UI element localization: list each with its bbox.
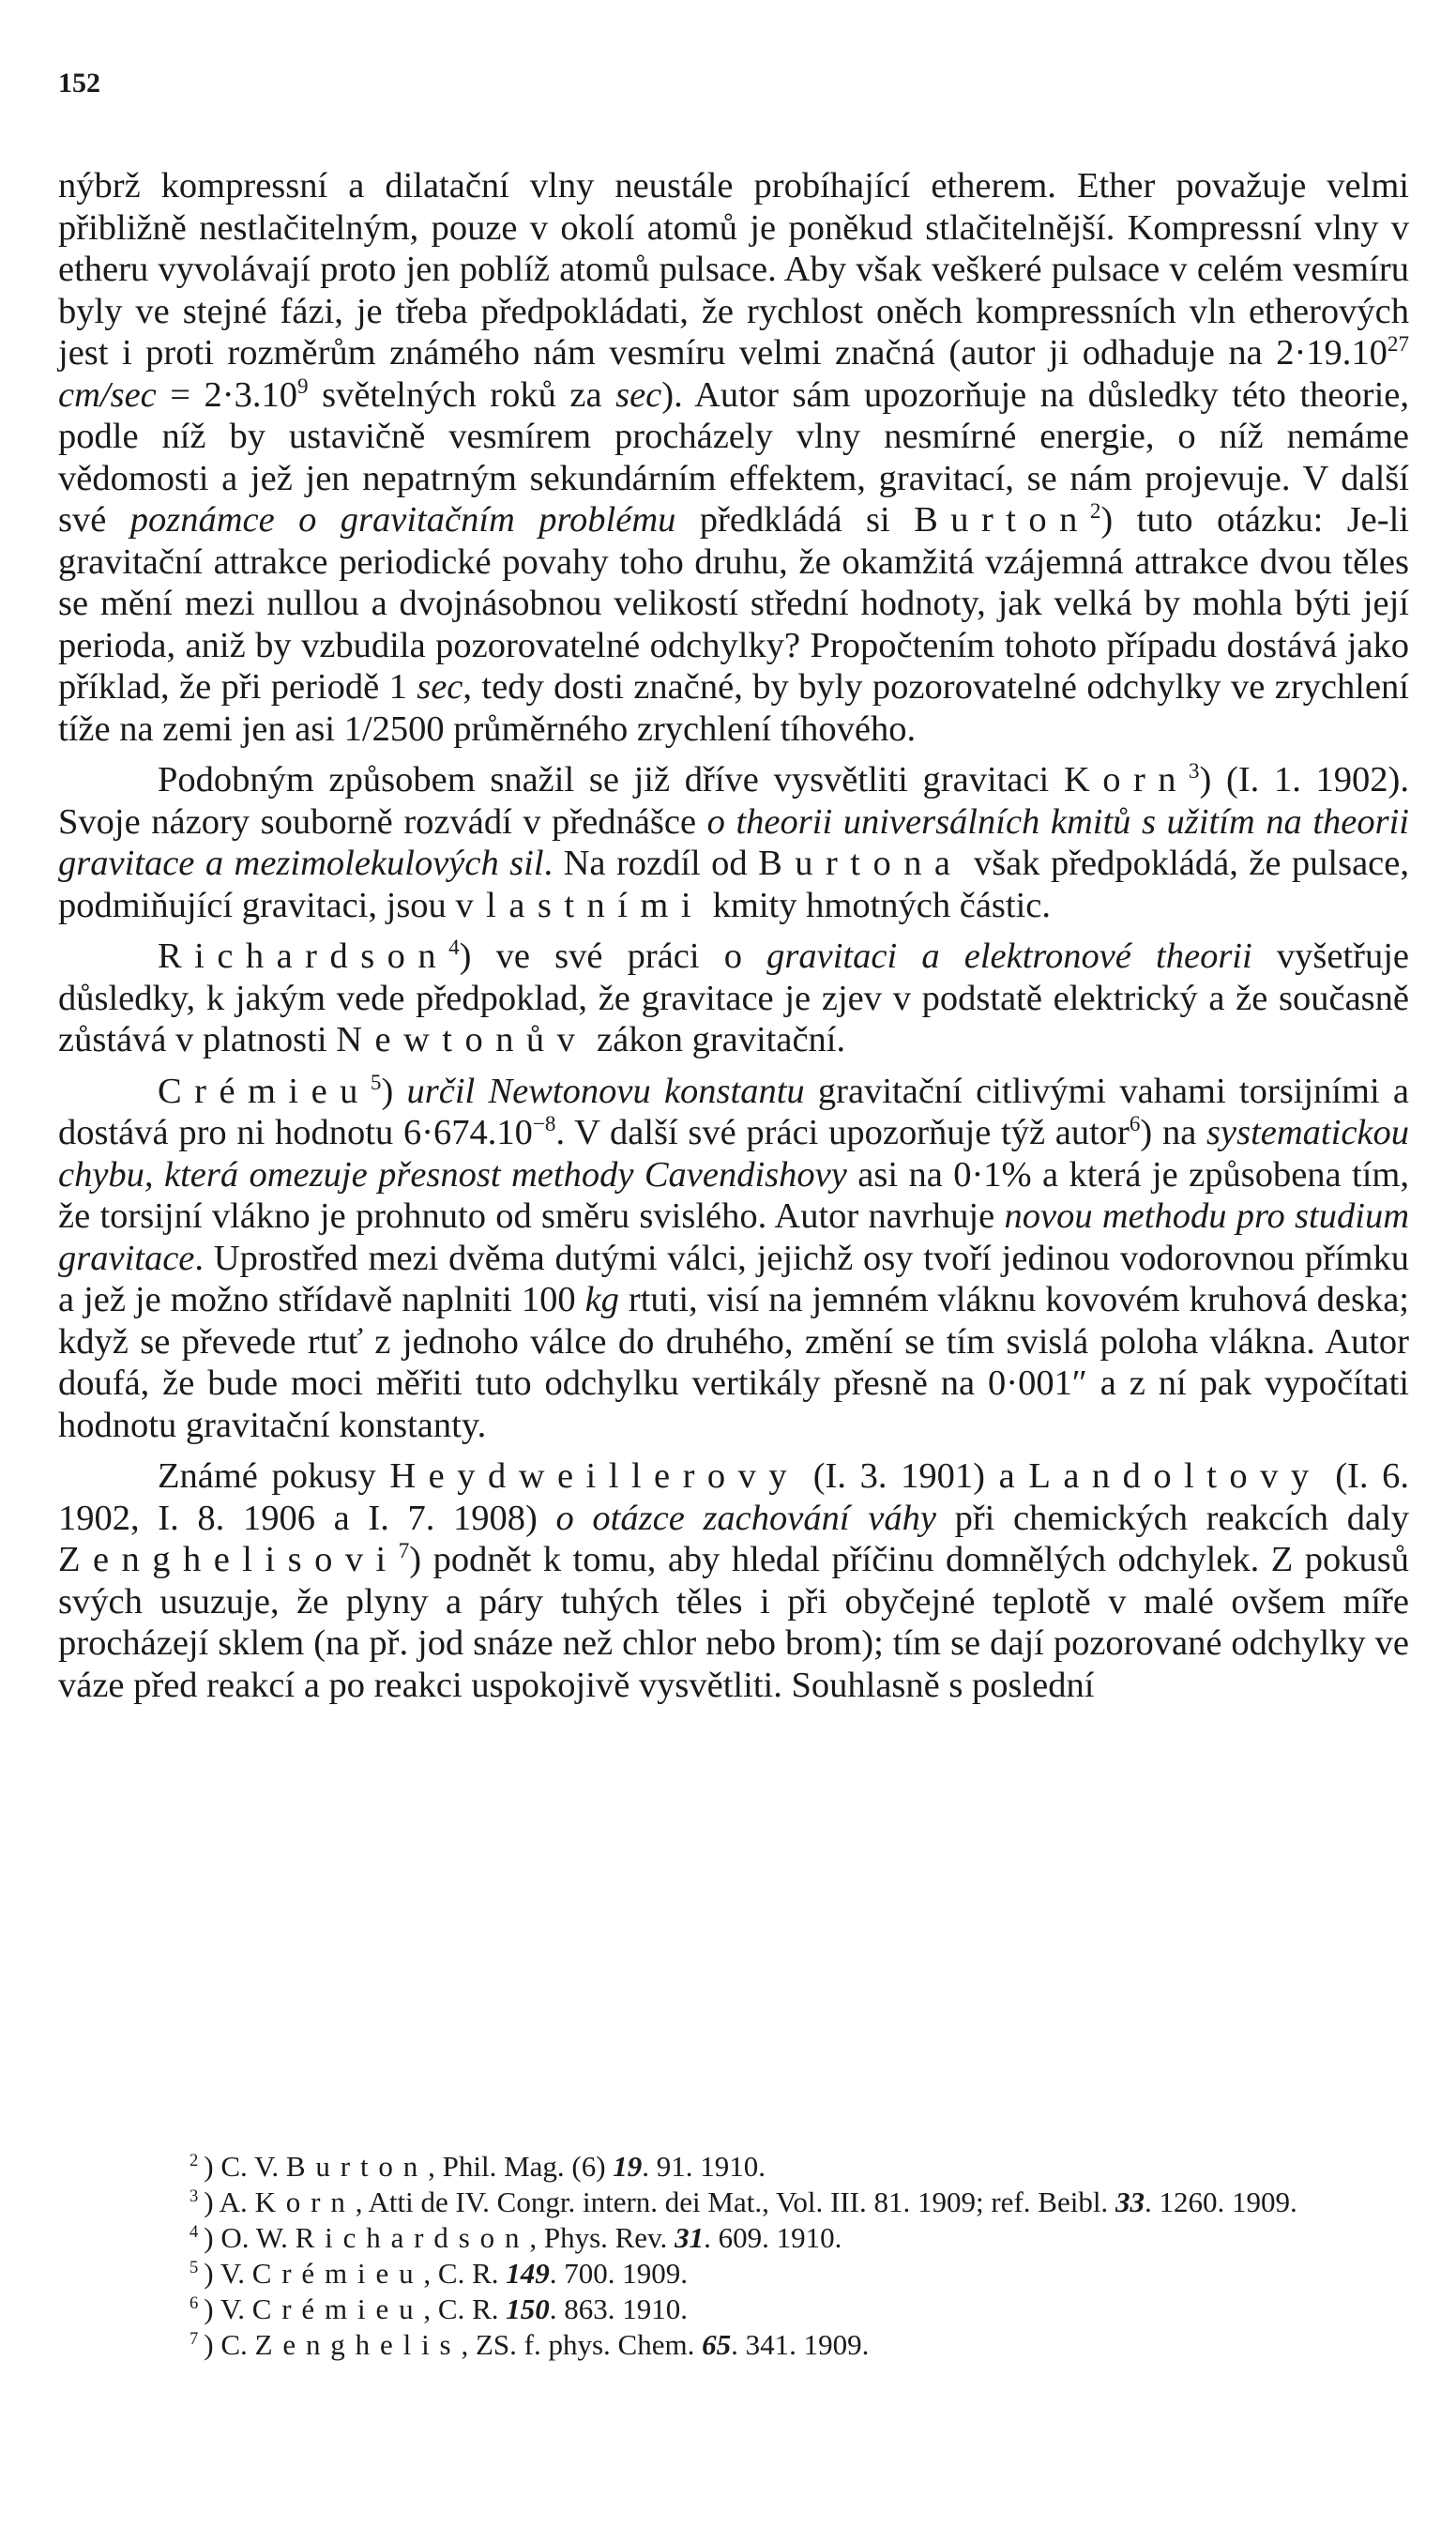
text-run: ). Autor sám upozorňuje na důsledky této theorie, podle níž by ustavičně vesmírem procházely vlny nesmírné energie, o níž nemáme vědomosti a jež jen nepatrným sekundárním effektem, gravitací, se nám projevuje. V další své (58, 374, 1409, 540)
text-run: zákon gravitační. (587, 1020, 846, 1059)
text-run: . 91. 1910. (642, 2150, 766, 2183)
text-run: V. (220, 2257, 252, 2290)
footnote-mark-paren: ) (204, 2185, 220, 2218)
text-run: ) na (1140, 1113, 1207, 1152)
spaced-name: Landoltovy (1028, 1456, 1322, 1496)
text-run: , C. R. (423, 2257, 507, 2290)
footnote-mark: 6 (190, 2292, 199, 2313)
spaced-name: Richardson (158, 937, 449, 976)
spaced-name: Heydweillerovy (389, 1456, 800, 1496)
footnote (58, 2327, 1409, 2363)
superscript: −8 (532, 1111, 556, 1136)
spaced-name: Zenghelisovi (58, 1540, 399, 1579)
text-run: , tedy dosti značné, by byly pozorovatelné odchylky ve zrychlení tíže na zemi jen asi 1/2500 průměrného zrychlení tíhového. (58, 667, 1409, 749)
spaced-name: Crémieu (251, 2257, 424, 2290)
footnote (58, 2185, 1409, 2220)
text-run: . 863. 1910. (549, 2292, 689, 2325)
italic-text: gravitaci a elektronové theorii (766, 937, 1252, 976)
footnote-mark-paren: ) (204, 2292, 220, 2325)
italic-text: určil Newtonovu konstantu (406, 1071, 805, 1111)
body-text (58, 165, 1409, 1715)
text-run: ) (I. 1. 1902). Svoje názory souborně rozvádí v přednášce (58, 760, 1409, 842)
text-run: C. (220, 2328, 255, 2361)
spaced-name: Newtonův (336, 1020, 588, 1059)
volume-number: 65 (702, 2328, 732, 2361)
volume-number: 150 (506, 2292, 550, 2325)
volume-number: 19 (613, 2150, 643, 2183)
text-run: však předpokládá, že pulsace, podmiňující gravitaci, jsou (58, 844, 1409, 925)
superscript: 4 (448, 935, 460, 960)
text-run: = 2·3.10 (156, 374, 297, 415)
superscript: 5 (370, 1069, 382, 1094)
text-run: gravitační citlivými vahami torsijními a dostává pro ni hodnotu 6·674.10 (58, 1071, 1409, 1152)
footnote (58, 2220, 1409, 2256)
text-run: . Na rozdíl od (543, 844, 759, 883)
spaced-name: Korn (254, 2185, 356, 2218)
text-run: . V další své práci upozorňuje týž autor (555, 1113, 1130, 1152)
italic-text: systematickou chybu, která omezuje přesnost methody Cavendishovy (58, 1113, 1409, 1195)
spaced-name: Burton (285, 2150, 429, 2183)
text-run: kmity hmotných částic. (704, 885, 1051, 925)
volume-number: 149 (506, 2257, 550, 2290)
spaced-name: Crémieu (251, 2292, 424, 2325)
spaced-name: Korn (1063, 760, 1189, 800)
text-run: . 1260. 1909. (1144, 2185, 1297, 2218)
footnote-mark-paren: ) (204, 2328, 221, 2361)
spaced-name: Zenghelis (254, 2328, 462, 2361)
superscript: 2 (1089, 498, 1101, 524)
superscript: 6 (1129, 1111, 1141, 1136)
text-run: , Atti de IV. Congr. intern. dei Mat., Vol. III. 81. 1909; ref. Beibl. (355, 2185, 1115, 2218)
text-run: ) podnět k tomu, aby hledal příčinu domnělých odchylek. Z pokusů svých usuzuje, že plyny a páry tuhých těles i při obyčejné teplotě v malé ovšem míře procházejí sklem (na př. jod snáze než chlor nebo brom); tím se dají pozorované odchylky ve váze před reakcí a po reakci uspokojivě vysvětliti. Souhlasně s poslední (58, 1540, 1409, 1705)
text-run: . 700. 1909. (549, 2257, 689, 2290)
footnote-mark-paren: ) (204, 2257, 220, 2290)
superscript: 27 (1387, 331, 1409, 357)
footnote-mark: 2 (190, 2150, 199, 2170)
italic-text: o otázce zachování váhy (555, 1498, 936, 1538)
paragraph (58, 165, 1409, 750)
italic-text: kg (584, 1280, 619, 1319)
italic-text: o theorii universálních kmitů s užitím na theorii gravitace a mezimolekulových sil (58, 801, 1409, 883)
text-run: vyšetřuje důsledky, k jakým vede předpoklad, že gravitace je zjev v podstatě elektrický a že současně zůstává v platnosti (58, 937, 1409, 1059)
text-run: , C. R. (423, 2292, 507, 2325)
paragraph (58, 936, 1409, 1061)
text-run: A. (219, 2185, 255, 2218)
text-run: (I. 6. 1902, I. 8. 1906 a I. 7. 1908) (58, 1456, 1409, 1538)
footnote (58, 2256, 1409, 2292)
superscript: 7 (398, 1538, 410, 1563)
text-run: rtuti, visí na jemném vláknu kovovém kruhová deska; když se převede rtuť z jednoho válce do druhého, změní se tím svislá poloha vlákna. Autor doufá, že bude moci měřiti tuto odchylku vertikály přesně na 0·001″ a z ní pak vypočítati hodnotu gravitační konstanty. (58, 1280, 1409, 1445)
text-run: , Phys. Rev. (529, 2221, 675, 2254)
spaced-name: Richardson (295, 2221, 530, 2254)
page-number: 152 (58, 68, 100, 99)
volume-number: 31 (675, 2221, 705, 2254)
footnote-mark-paren: ) (204, 2221, 221, 2254)
footnote-mark-paren: ) (204, 2150, 221, 2183)
text-run: ) (381, 1071, 407, 1111)
text-run: nýbrž kompressní a dilatační vlny neustále probíhající etherem. Ether považuje velmi přibližně nestlačitelným, pouze v okolí atomů je poněkud stlačitelnější. Kompressní vlny v etheru vyvolávají proto jen poblíž atomů pulsace. Aby však veškeré pulsace v celém vesmíru byly ve stejné fázi, je třeba předpokládati, že rychlost oněch kompressních vln etherových jest i proti rozměrům známého nám vesmíru velmi značná (autor ji odhaduje na 2·19.10 (58, 166, 1409, 373)
footnote-mark: 3 (190, 2185, 199, 2206)
italic-text: sec (417, 667, 463, 707)
volume-number: 33 (1115, 2185, 1145, 2218)
spaced-name: Burton (914, 500, 1090, 540)
text-run: C. V. (220, 2150, 286, 2183)
italic-text: novou methodu pro studium gravitace (58, 1196, 1409, 1278)
italic-text: sec (615, 374, 662, 415)
text-run: asi na 0·1% a která je způsobena tím, že torsijní vlákno je prohnuto od směru svislého. Autor navrhuje (58, 1154, 1410, 1236)
text-run: předkládá si (675, 500, 915, 540)
superscript: 9 (297, 373, 309, 398)
text-run: světelných roků za (308, 374, 616, 415)
paragraph (58, 1071, 1409, 1447)
text-run: V. (220, 2292, 252, 2325)
text-run: Známé pokusy (158, 1456, 390, 1496)
text-run: (I. 3. 1901) a (799, 1456, 1029, 1496)
italic-text: cm/sec (58, 374, 157, 415)
paragraph (58, 759, 1409, 926)
spaced-name: vlastními (455, 885, 705, 925)
text-run: O. W. (220, 2221, 296, 2254)
superscript: 3 (1188, 758, 1200, 784)
text-run: ) tuto otázku: Je-li gravitační attrakce periodické povahy toho druhu, že okamžitá vzájemná attrakce dvou těles se mění mezi nullou a dvojnásobnou velikostí střední hodnoty, jak velká by mohla býti její perioda, aniž by vzbudila pozorovatelné odchylky? Propočtením tohoto případu dostává jako příklad, že při periodě 1 (58, 500, 1409, 707)
footnote (58, 2149, 1409, 2185)
spaced-name: Crémieu (158, 1071, 371, 1111)
text-run: při chemických reakcích daly (935, 1498, 1409, 1538)
text-run: ) ve své práci o (459, 937, 767, 976)
paragraph (58, 1455, 1409, 1706)
footnote (58, 2292, 1409, 2327)
text-run: Podobným způsobem snažil se již dříve vysvětliti gravitaci (158, 760, 1064, 800)
footnote-mark: 4 (190, 2221, 199, 2242)
text-run: . Uprostřed mezi dvěma dutými válci, jejichž osy tvoří jedinou vodorovnou přímku a jež je možno střídavě naplniti 100 (58, 1238, 1409, 1319)
italic-text: poznámce o gravitačním problému (129, 500, 676, 540)
text-run: , Phil. Mag. (6) (428, 2150, 614, 2183)
footnote-mark: 5 (190, 2257, 199, 2277)
footnote-mark: 7 (190, 2328, 199, 2349)
text-run: , ZS. f. phys. Chem. (461, 2328, 703, 2361)
footnotes (58, 2149, 1409, 2363)
text-run: . 609. 1910. (704, 2221, 842, 2254)
spaced-name: Burtona (758, 844, 963, 883)
text-run: . 341. 1909. (731, 2328, 870, 2361)
